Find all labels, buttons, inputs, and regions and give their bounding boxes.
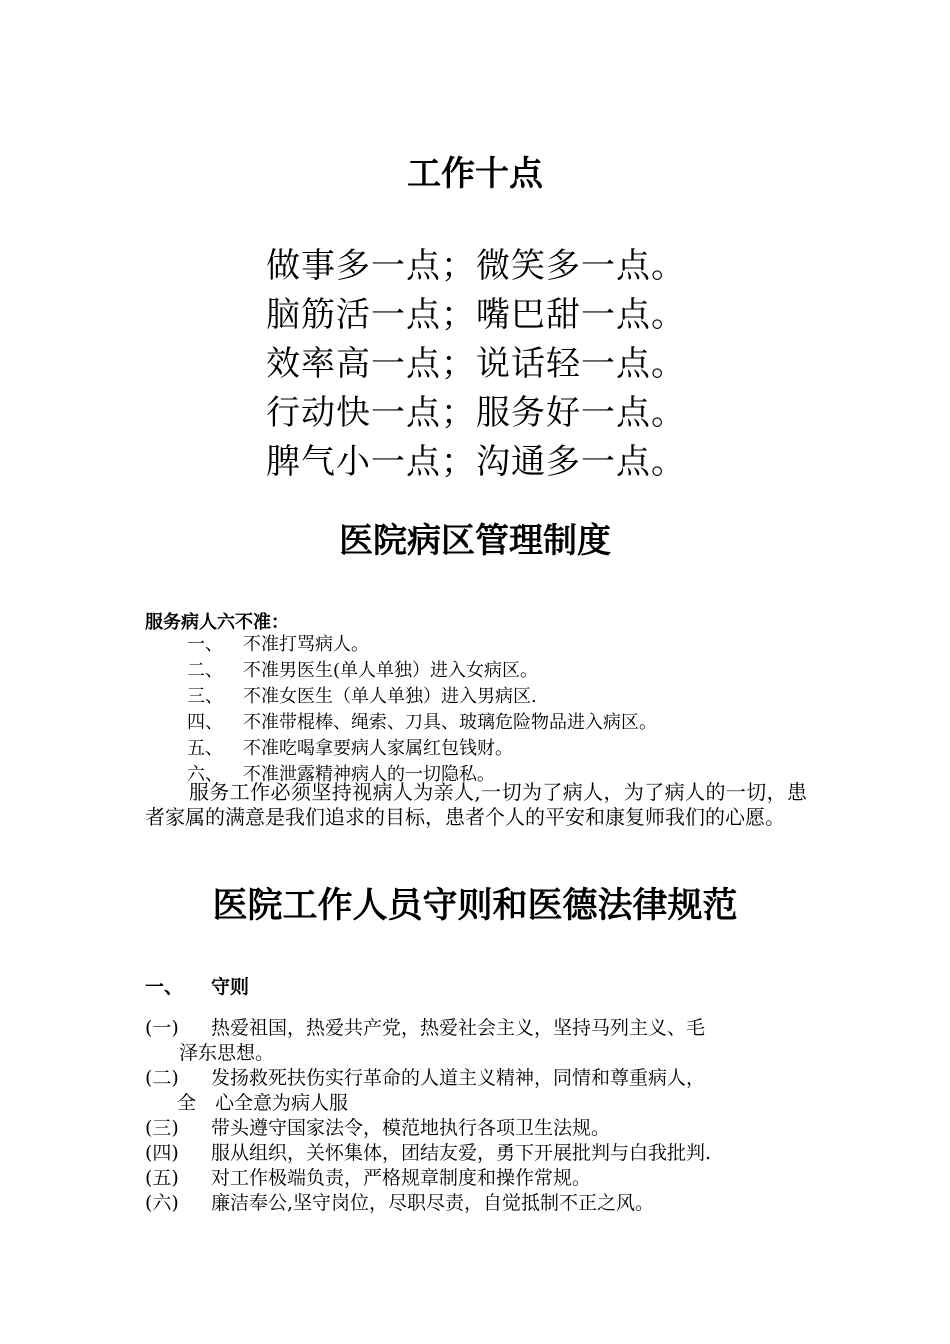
list-item-text: 带头遵守国家法令，模范地执行各项卫生法规。 — [211, 1117, 611, 1139]
list-item — [187, 736, 657, 762]
list-item — [187, 658, 657, 684]
list-item-text: 不准女医生（单人单独）进入男病区. — [243, 686, 537, 707]
code-rules-list — [145, 1016, 807, 1216]
list-item-number: (二) — [145, 1067, 179, 1089]
poem-line: 行动快一点；服务好一点。 — [266, 393, 686, 433]
list-item-number: (三) — [145, 1117, 179, 1139]
list-item — [145, 1191, 807, 1216]
service-paragraph: 服务工作必须坚持视病人为亲人,一切为了病人，为了病人的一切，患者家属的满意是我们追求的目标，患者个人的平安和康复师我们的心愿。 — [145, 780, 807, 829]
title-work-ten-points: 工作十点 — [407, 154, 543, 194]
list-item-text: 热爱祖国，热爱共产党，热爱社会主义，坚持马列主义、毛 — [211, 1017, 706, 1039]
list-item-text: 发扬救死扶伤实行革命的人道主义精神，同情和尊重病人， — [211, 1067, 706, 1089]
list-item — [145, 1141, 807, 1166]
poem-line: 效率高一点；说话轻一点。 — [266, 344, 686, 384]
poem-line: 脾气小一点；沟通多一点。 — [266, 442, 686, 482]
list-item — [187, 684, 657, 710]
list-item-number: 一、 — [187, 634, 223, 655]
list-item — [145, 1166, 807, 1191]
list-item-continuation: 泽东思想。 — [179, 1042, 275, 1064]
list-item-text: 不准男医生(单人单独）进入女病区。 — [243, 660, 539, 681]
title-staff-code: 医院工作人员守则和医德法律规范 — [212, 886, 738, 926]
list-item-text: 不准带棍棒、绳索、刀具、玻璃危险物品进入病区。 — [243, 712, 657, 733]
list-item — [187, 710, 657, 736]
list-item — [145, 1066, 807, 1116]
list-item-number: (一) — [145, 1017, 179, 1039]
list-item-number: (四) — [145, 1142, 179, 1164]
list-item-number: 四、 — [187, 712, 223, 733]
list-item-text: 不准打骂病人。 — [243, 634, 369, 655]
list-item-number: 二、 — [187, 660, 223, 681]
list-item-continuation: 全 心全意为病人服 — [177, 1092, 349, 1114]
list-item-text: 服从组织，关怀集体，团结友爱，勇下开展批判与白我批判. — [211, 1142, 712, 1164]
list-item-number: 五、 — [187, 738, 223, 759]
list-item-number: (五) — [145, 1167, 179, 1189]
poem-line: 脑筋活一点；嘴巴甜一点。 — [266, 295, 686, 335]
six-prohibitions-list — [187, 632, 657, 788]
title-ward-management: 医院病区管理制度 — [339, 521, 611, 561]
list-item-text: 不准泄露精神病人的一切隐私。 — [243, 764, 495, 785]
list-item-number: 三、 — [187, 686, 223, 707]
six-prohibitions-heading: 服务病人六不准： — [145, 612, 289, 633]
list-item-number: 六、 — [187, 764, 223, 785]
list-item-number: (六) — [145, 1192, 179, 1214]
code-section-heading — [145, 972, 249, 999]
list-item-text: 不准吃喝拿要病人家属红包钱财。 — [243, 738, 513, 759]
poem-line: 做事多一点；微笑多一点。 — [266, 246, 686, 286]
section-title: 守则 — [211, 976, 250, 998]
list-item — [145, 1116, 807, 1141]
list-item-text: 廉洁奉公,坚守岗位，尽职尽责，自觉抵制不正之风。 — [211, 1192, 655, 1214]
list-item-text: 对工作极端负责，严格规章制度和操作常规。 — [211, 1167, 592, 1189]
section-number: 一、 — [145, 976, 184, 998]
work-ten-points-poem — [266, 242, 726, 487]
list-item — [187, 632, 657, 658]
list-item — [145, 1016, 807, 1066]
